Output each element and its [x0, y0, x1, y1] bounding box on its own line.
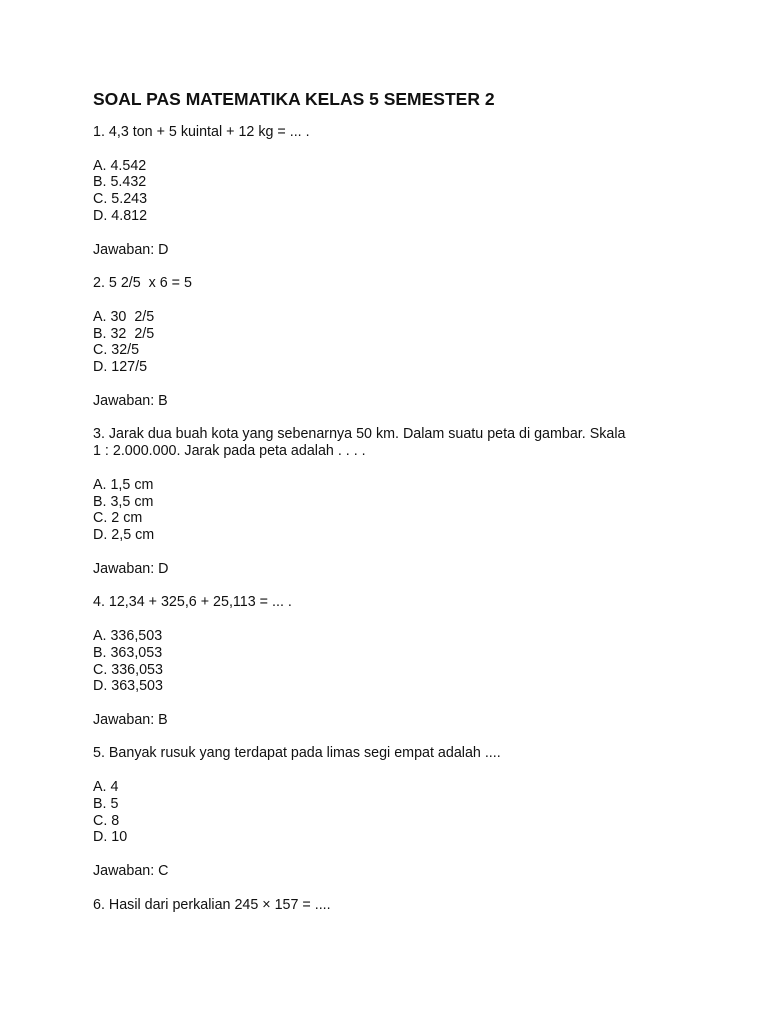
question-text: 5. Banyak rusuk yang terdapat pada limas segi empat adalah ....: [93, 745, 501, 762]
option-b: B. 5: [93, 795, 119, 812]
option-c: C. 32/5: [93, 342, 140, 359]
option-c: C. 336,053: [93, 661, 163, 678]
question-block-5: [93, 745, 708, 896]
question-block-6: [93, 897, 708, 914]
question-text: 6. Hasil dari perkalian 245 × 157 = ....: [93, 896, 331, 913]
answer-text: Jawaban: B: [93, 711, 168, 728]
option-a: A. 336,503: [93, 627, 163, 644]
option-c: C. 5.243: [93, 191, 148, 208]
question-block-2: [93, 275, 708, 426]
answer-text: Jawaban: D: [93, 241, 169, 258]
answer-text: Jawaban: B: [93, 392, 168, 409]
option-a: A. 4.542: [93, 157, 147, 174]
question-block-4: [93, 594, 708, 745]
question-text: 3. Jarak dua buah kota yang sebenarnya 50 km. Dalam suatu peta di gambar. Skala: [93, 426, 626, 443]
option-c: C. 8: [93, 812, 120, 829]
option-c: C. 2 cm: [93, 510, 143, 527]
option-b: B. 3,5 cm: [93, 493, 154, 510]
question-block-1: [93, 124, 708, 275]
option-a: A. 30 2/5: [93, 308, 155, 325]
option-b: B. 5.432: [93, 174, 147, 191]
question-text: 1. 4,3 ton + 5 kuintal + 12 kg = ... .: [93, 124, 310, 140]
answer-text: Jawaban: C: [93, 863, 169, 880]
option-d: D. 10: [93, 829, 128, 846]
option-d: D. 127/5: [93, 359, 148, 376]
answer-text: Jawaban: D: [93, 560, 169, 577]
question-text: 4. 12,34 + 325,6 + 25,113 = ... .: [93, 594, 292, 611]
option-a: A. 1,5 cm: [93, 476, 154, 493]
question-text: 2. 5 2/5 x 6 = 5: [93, 275, 192, 292]
option-b: B. 32 2/5: [93, 325, 155, 342]
option-a: A. 4: [93, 779, 119, 796]
option-b: B. 363,053: [93, 644, 163, 661]
option-d: D. 363,503: [93, 678, 163, 695]
option-d: D. 4.812: [93, 207, 148, 224]
question-block-3: [93, 426, 708, 594]
question-text-continued: 1 : 2.000.000. Jarak pada peta adalah . . . .: [93, 443, 366, 460]
document-title: SOAL PAS MATEMATIKA KELAS 5 SEMESTER 2: [93, 89, 495, 109]
option-d: D. 2,5 cm: [93, 527, 155, 544]
